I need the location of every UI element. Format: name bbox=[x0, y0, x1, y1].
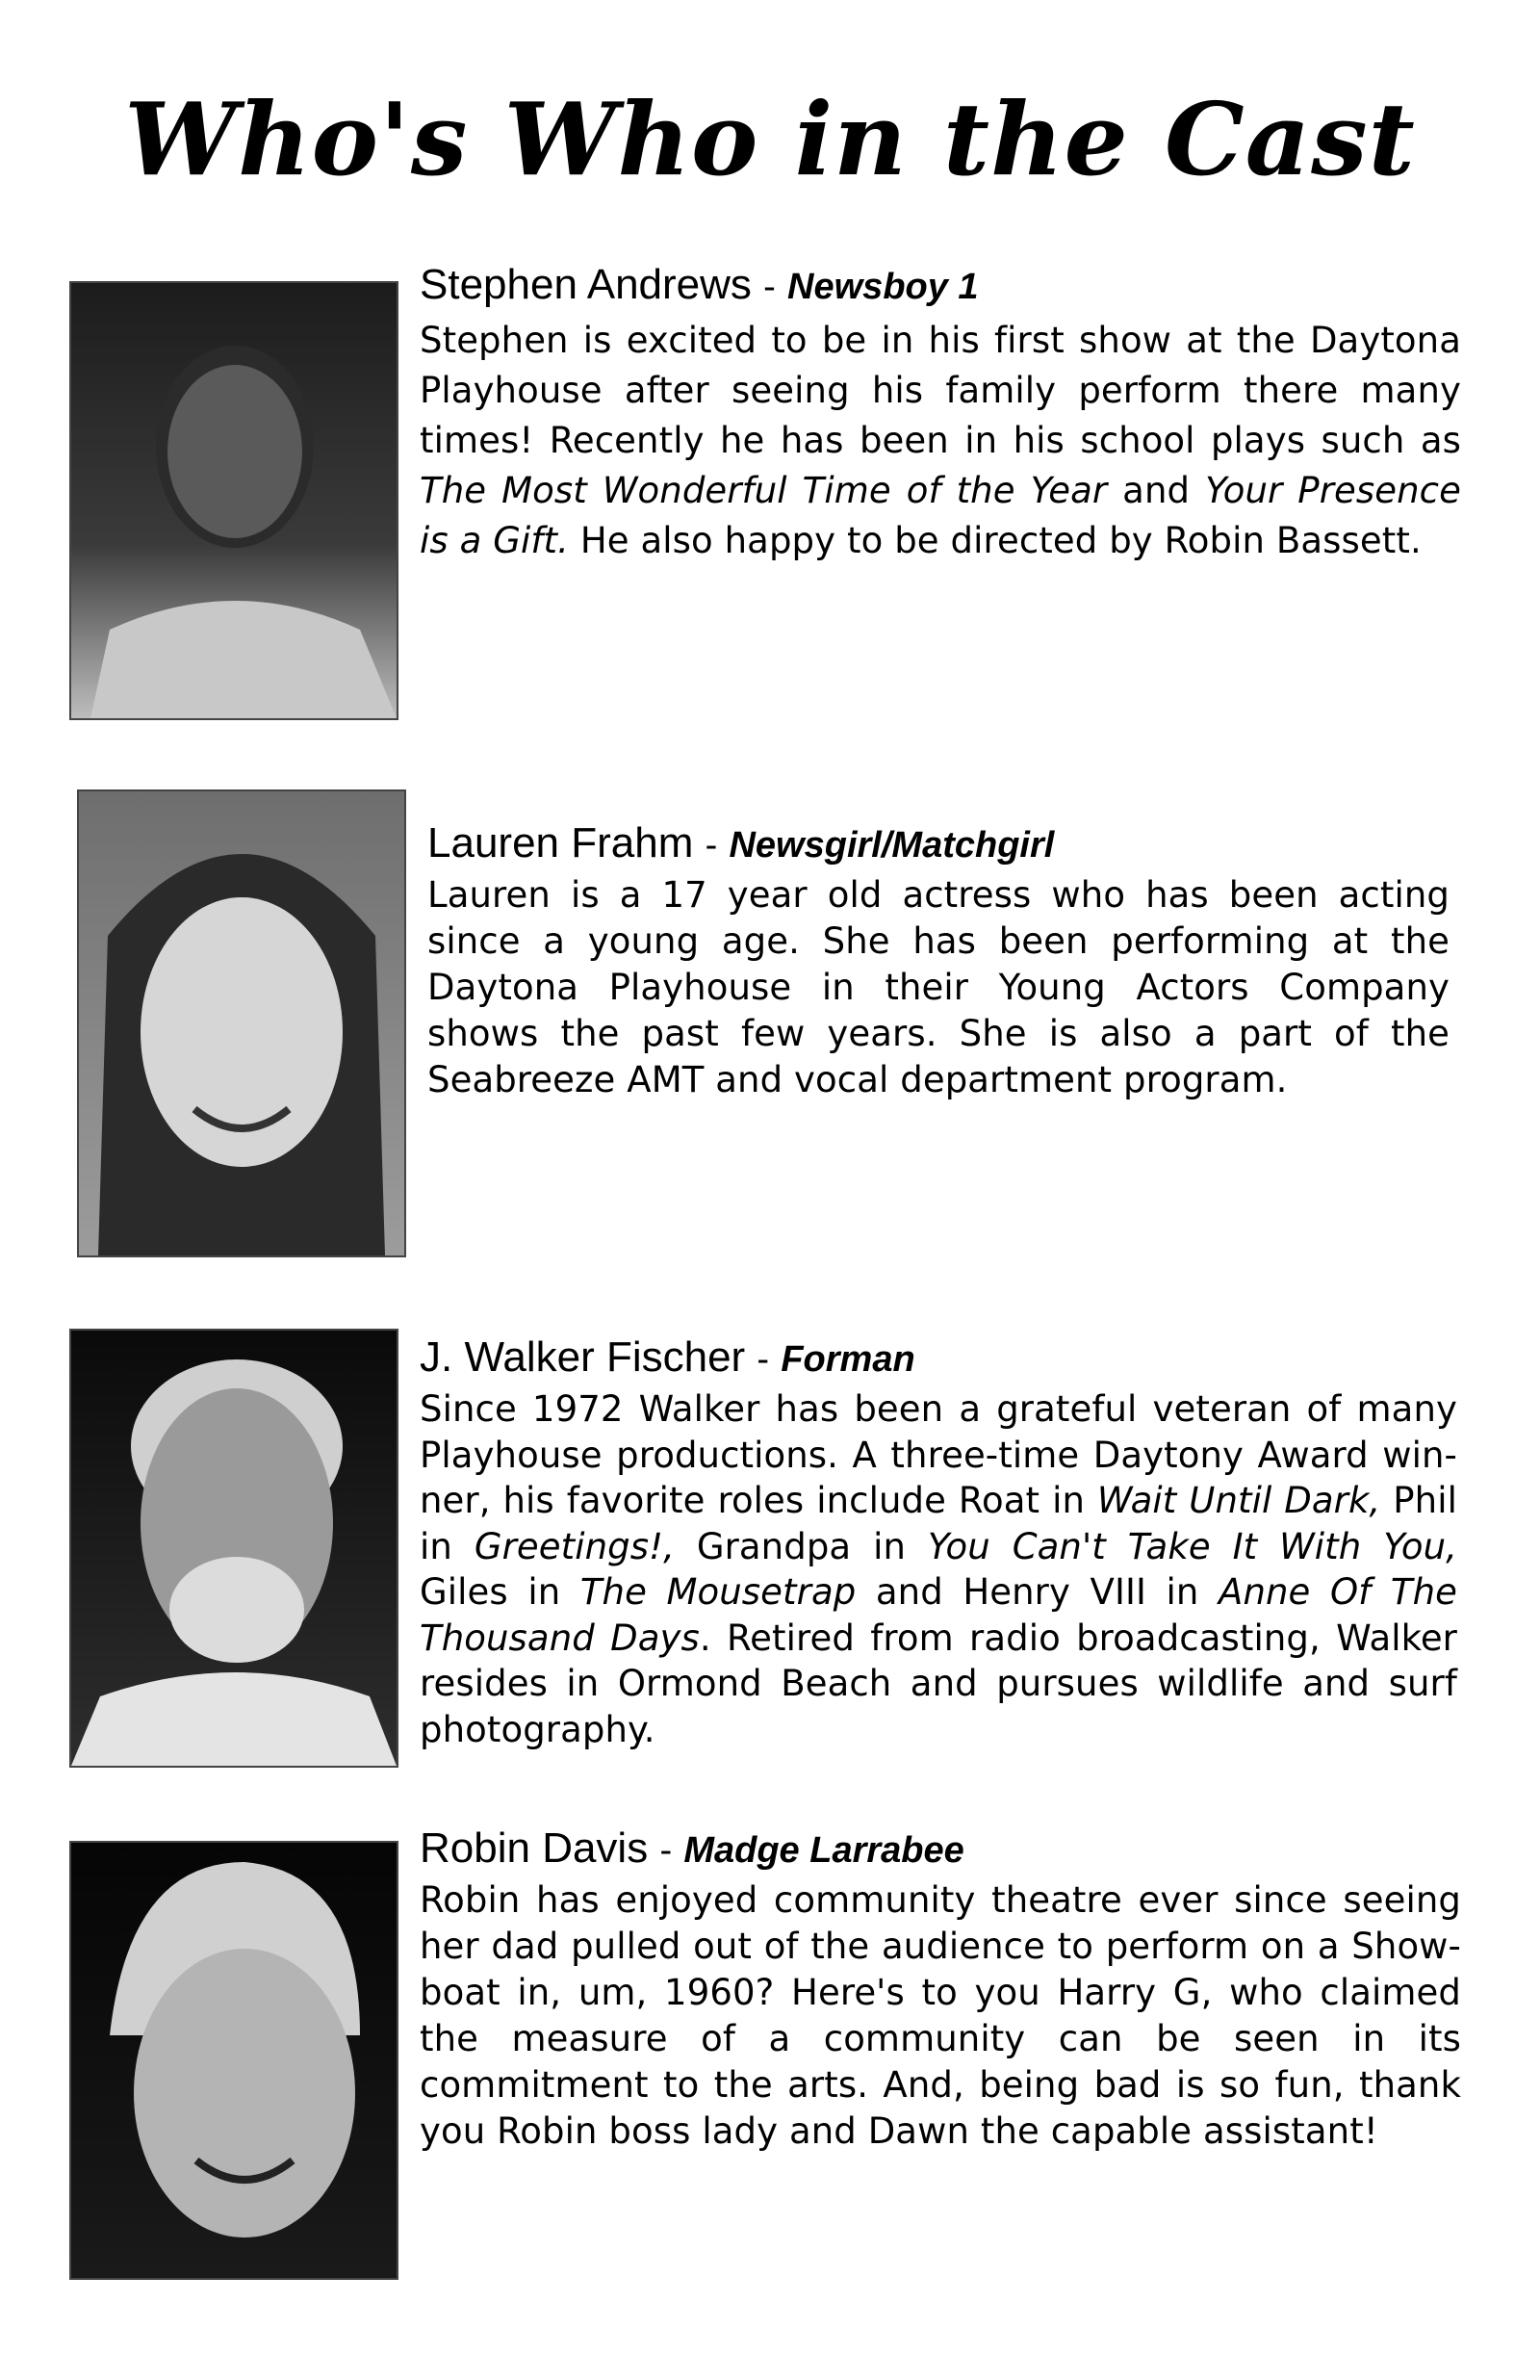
cast-bio bbox=[427, 872, 1450, 1103]
cast-name: J. Walker Fischer bbox=[420, 1333, 746, 1381]
bio-title-italic: The Most Wonderful Time of the Year bbox=[420, 470, 1108, 511]
headshot-photo-j-walker-fischer bbox=[69, 1329, 398, 1768]
bio-title-italic: The Mousetrap bbox=[579, 1571, 857, 1613]
bio-text: Lauren is a 17 year old actress who has been acting since a young age. She has been performing at the Daytona Playhouse in their Young Actors Company shows the past few years. She is also a part of the Seabreeze AMT and vocal department program. bbox=[427, 874, 1450, 1100]
bio-text: and bbox=[1107, 470, 1206, 511]
cast-bio bbox=[420, 316, 1461, 566]
bio-text: Since 1972 Walker has been a grateful veteran of many Playhouse productions. A three-time Daytony Award win-ner, his favorite roles include Roat in bbox=[420, 1388, 1457, 1521]
bio-text: . Retired from radio broadcasting, Walker resides in Ormond Beach and pursues wildlife and surf photography. bbox=[420, 1617, 1457, 1750]
person-silhouette-icon bbox=[79, 791, 404, 1255]
cast-name-line bbox=[420, 1822, 964, 1877]
name-role-separator: - bbox=[705, 825, 718, 866]
cast-role: Forman bbox=[781, 1339, 915, 1380]
bio-text: Grandpa in bbox=[674, 1525, 928, 1567]
headshot-photo-lauren-frahm bbox=[77, 789, 406, 1257]
cast-name: Lauren Frahm bbox=[427, 819, 694, 867]
person-silhouette-icon bbox=[71, 1331, 397, 1766]
cast-bio bbox=[420, 1877, 1461, 2155]
bio-text: and Henry VIII in bbox=[856, 1571, 1219, 1613]
headshot-photo-robin-davis bbox=[69, 1841, 398, 2280]
cast-name: Stephen Andrews bbox=[420, 261, 752, 308]
headshot-photo-stephen-andrews bbox=[69, 281, 398, 720]
bio-text: He also happy to be directed by Robin Bassett. bbox=[569, 520, 1422, 561]
name-role-separator: - bbox=[757, 1339, 770, 1380]
cast-name: Robin Davis bbox=[420, 1824, 649, 1872]
bio-text: Robin has enjoyed community theatre ever since seeing her dad pulled out of the audience to perform on a Show-boat in, um, 1960? Here's to you Harry G, who claimed the measure of a community can be seen in its commitment to the arts. And, being bad is so fun, thank you Robin boss lady and Dawn the capable assistant! bbox=[420, 1879, 1461, 2152]
cast-bio bbox=[420, 1386, 1457, 1752]
bio-title-italic: You Can't Take It With You, bbox=[927, 1525, 1457, 1567]
bio-text: Stephen is excited to be in his first show at the Daytona Playhouse after seeing his family perform there many times! Recently he has been in his school plays such as bbox=[420, 320, 1461, 461]
person-silhouette-icon bbox=[71, 283, 397, 718]
bio-title-italic: Greetings!, bbox=[474, 1525, 675, 1567]
cast-role: Madge Larrabee bbox=[683, 1830, 964, 1871]
bio-text: Phil in bbox=[420, 1480, 1457, 1567]
cast-name-line bbox=[420, 258, 979, 314]
cast-role: Newsgirl/Matchgirl bbox=[729, 825, 1055, 866]
cast-role: Newsboy 1 bbox=[787, 267, 979, 307]
bio-title-italic: Wait Until Dark, bbox=[1096, 1480, 1381, 1521]
person-silhouette-icon bbox=[71, 1843, 397, 2278]
name-role-separator: - bbox=[763, 267, 776, 307]
bio-title-italic: Anne Of The Thousand Days bbox=[420, 1571, 1457, 1659]
cast-name-line bbox=[420, 1331, 915, 1386]
bio-title-italic: Your Presence is a Gift. bbox=[420, 470, 1461, 561]
bio-text: Giles in bbox=[420, 1571, 580, 1613]
page-title: Who's Who in the Cast bbox=[124, 80, 1416, 198]
name-role-separator: - bbox=[659, 1830, 673, 1871]
cast-name-line bbox=[427, 816, 1054, 872]
